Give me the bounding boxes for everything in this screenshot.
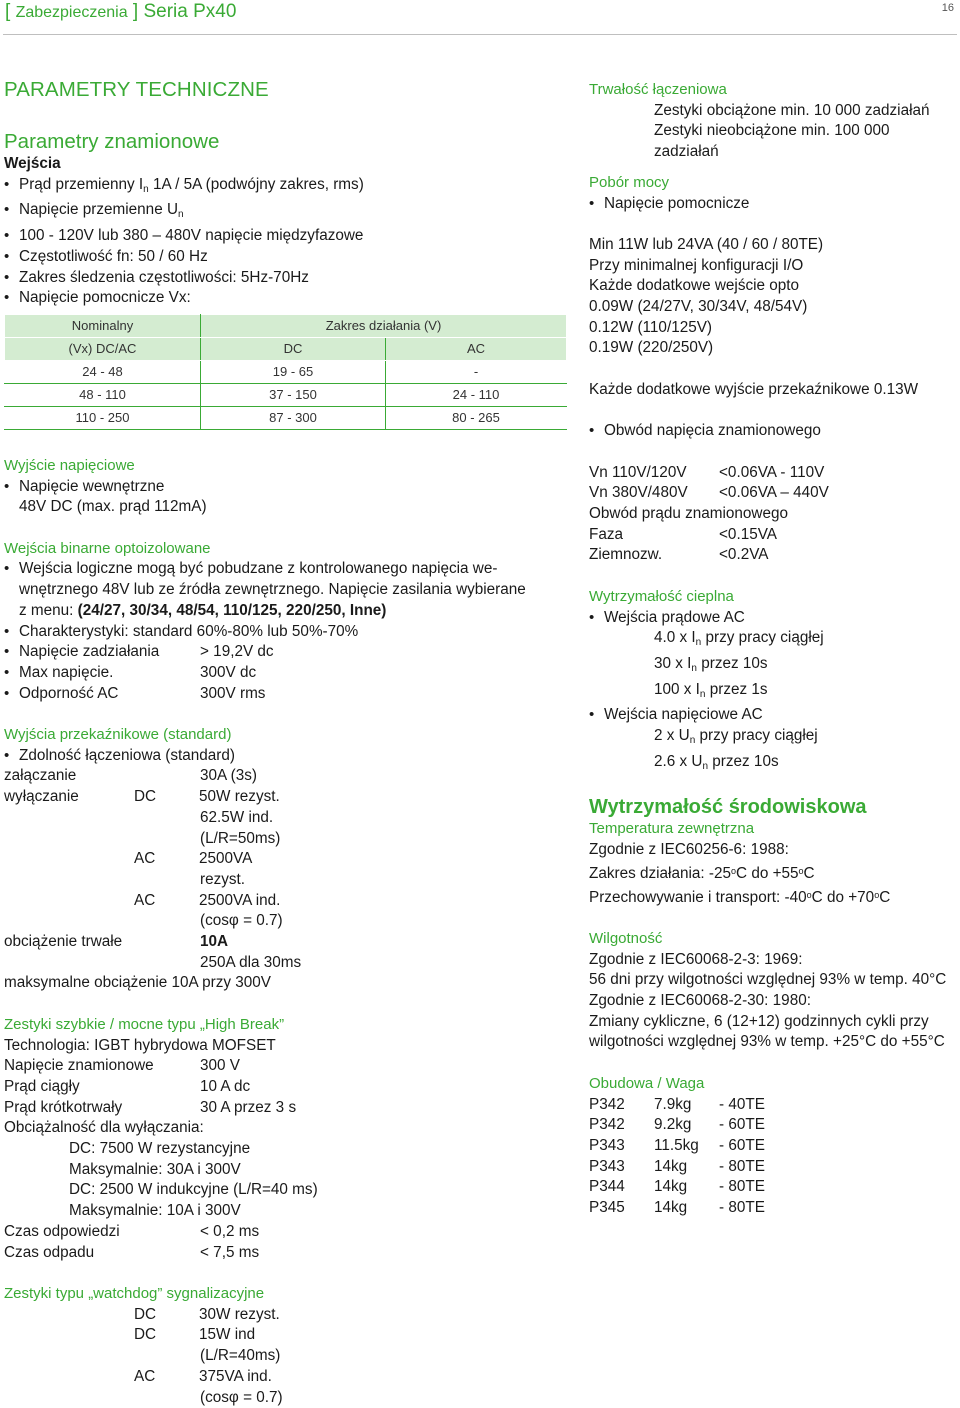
current-circuit: Obwód prądu znamionowego <box>589 504 959 525</box>
env-line: Zgodnie z IEC60068-2-3: 1969: <box>589 950 959 971</box>
inputs-heading: Wejścia <box>4 154 564 175</box>
watchdog-line: (cosφ = 0.7) <box>4 1388 564 1408</box>
rated-params-heading: Parametry znamionowe <box>4 130 564 154</box>
capacity-line: Maksymalnie: 30A i 300V <box>4 1160 564 1181</box>
relay-dc-line: 62.5W ind. <box>4 808 564 829</box>
left-column <box>4 78 564 1408</box>
relay-continuous-line: 250A dla 30ms <box>4 953 564 974</box>
list-item: • Zakres śledzenia częstotliwości: 5Hz-70Hz <box>4 268 564 289</box>
list-item: • Napięcie pomocnicze Vx: <box>4 288 564 309</box>
highbreak-capacity: Obciążalność dla wyłączania: <box>4 1118 564 1139</box>
power-line: Min 11W lub 24VA (40 / 60 / 80TE) <box>589 235 959 256</box>
list-item: • 100 - 120V lub 380 – 480V napięcie międzyfazowe <box>4 226 564 247</box>
relay-ac-line: (cosφ = 0.7) <box>4 911 564 932</box>
highbreak-tech: Technologia: IGBT hybrydowa MOFSET <box>4 1036 564 1057</box>
watchdog-heading: Zestyki typu „watchdog” sygnalizacyjne <box>4 1284 564 1305</box>
env-line: wilgotności względnej 93% w temp. +25°C do +55°C <box>589 1032 959 1053</box>
thermal-line: 30 x $I_n$ przez 10s <box>589 654 959 680</box>
table-row: P343 14kg - 80TE <box>589 1157 959 1178</box>
voltage-output-value: 48V DC (max. prąd 112mA) <box>4 497 564 518</box>
table-header-cell: AC <box>386 337 567 360</box>
bracket-open: [ <box>5 1 10 22</box>
endurance-line: Zestyki obciążone min. 10 000 zadziałań <box>589 101 959 122</box>
header-series: Seria Px40 <box>143 1 236 22</box>
kv-row: Napięcie znamionowe 300 V <box>4 1056 564 1077</box>
endurance-line: Zestyki nieobciążone min. 100 000 <box>589 121 959 142</box>
right-column <box>589 80 959 1219</box>
list-item: • Odporność AC 300V rms <box>4 684 564 705</box>
kv-row: Vn 110V/120V <0.06VA - 110V <box>589 463 959 484</box>
relay-break-dc: wyłączanie DC 50W rezyst. <box>4 787 564 808</box>
table-row: 110 - 250 87 - 300 80 - 265 <box>5 406 567 429</box>
table-row: P343 11.5kg - 60TE <box>589 1136 959 1157</box>
table-row: P345 14kg - 80TE <box>589 1198 959 1219</box>
voltage-output-heading: Wyjście napięciowe <box>4 456 564 477</box>
env-title: Wytrzymałość środowiskowa <box>589 795 959 819</box>
thermal-line: 100 x $I_n$ przez 1s <box>589 680 959 706</box>
kv-row: Czas odpadu < 7,5 ms <box>4 1243 564 1264</box>
kv-row: Ziemnozw. <0.2VA <box>589 545 959 566</box>
humidity-heading: Wilgotność <box>589 929 959 950</box>
capacity-line: DC: 2500 W indukcyjne (L/R=40 ms) <box>4 1180 564 1201</box>
watchdog-line: (L/R=40ms) <box>4 1346 564 1367</box>
env-line: Zgodnie z IEC60256-6: 1988: <box>589 840 959 861</box>
kv-row: Czas odpowiedzi < 0,2 ms <box>4 1222 564 1243</box>
list-item: • Napięcie przemienne $U_n$ <box>4 200 564 226</box>
power-line: Przy minimalnej konfiguracji I/O <box>589 256 959 277</box>
thermal-line: 2 x $U_n$ przy pracy ciągłej <box>589 726 959 752</box>
list-item: • Napięcie zadziałania > 19,2V dc <box>4 642 564 663</box>
env-line: Zakres działania: -25$^o$C do $+55^oC$ <box>589 861 959 885</box>
list-item: • Charakterystyki: standard 60%-80% lub 50%-70% <box>4 622 564 643</box>
binary-inputs-heading: Wejścia binarne optoizolowane <box>4 539 564 560</box>
case-heading: Obudowa / Waga <box>589 1074 959 1095</box>
relay-dc-line: (L/R=50ms) <box>4 829 564 850</box>
watchdog-ac1: AC 375VA ind. <box>4 1367 564 1388</box>
relay-outputs-heading: Wyjścia przekaźnikowe (standard) <box>4 725 564 746</box>
relay-continuous: obciążenie trwałe 10A <box>4 932 564 953</box>
table-header-cell: DC <box>201 337 386 360</box>
env-line: Przechowywanie i transport: -40$^o$C do $+70^oC$ <box>589 885 959 909</box>
power-line: 0.09W (24/27V, 30/34V, 48/54V) <box>589 297 959 318</box>
relay-ac-line: rezyst. <box>4 870 564 891</box>
relay-make: załączanie 30A (3s) <box>4 766 564 787</box>
inputs-list <box>4 175 564 309</box>
table-header-cell: Zakres działania (V) <box>201 314 567 337</box>
page-title: PARAMETRY TECHNICZNE <box>4 78 564 102</box>
power-heading: Pobór mocy <box>589 173 959 194</box>
relay-break-ac1: AC 2500VA <box>4 849 564 870</box>
relay-max-load: maksymalne obciążenie 10A przy 300V <box>4 973 564 994</box>
kv-row: Prąd krótkotrwały 30 A przez 3 s <box>4 1098 564 1119</box>
list-item: • Prąd przemienny $I_n$ 1A / 5A (podwójny zakres, rms) <box>4 175 564 201</box>
list-item: • Częstotliwość fn: 50 / 60 Hz <box>4 247 564 268</box>
endurance-heading: Trwałość łączeniowa <box>589 80 959 101</box>
table-row: P342 9.2kg - 60TE <box>589 1115 959 1136</box>
power-line: 0.19W (220/250V) <box>589 338 959 359</box>
power-relay-line: Każde dodatkowe wyjście przekaźnikowe 0.13W <box>589 380 959 401</box>
power-line: 0.12W (110/125V) <box>589 318 959 339</box>
endurance-line: zadziałań <box>589 142 959 163</box>
thermal-line: 2.6 x $U_n$ przez 10s <box>589 752 959 778</box>
table-row: P342 7.9kg - 40TE <box>589 1095 959 1116</box>
list-item: • Napięcie wewnętrzne <box>4 477 564 498</box>
list-item: • Max napięcie. 300V dc <box>4 663 564 684</box>
list-item: • Obwód napięcia znamionowego <box>589 421 959 442</box>
relay-break-ac2: AC 2500VA ind. <box>4 891 564 912</box>
list-item: • Napięcie pomocnicze <box>589 194 959 215</box>
bracket-close: ] <box>133 1 138 22</box>
table-row: 48 - 110 37 - 150 24 - 110 <box>5 383 567 406</box>
thermal-heading: Wytrzymałość cieplna <box>589 587 959 608</box>
kv-row: Vn 380V/480V <0.06VA – 440V <box>589 483 959 504</box>
highbreak-heading: Zestyki szybkie / mocne typu „High Break” <box>4 1015 564 1036</box>
aux-voltage-table <box>4 314 567 430</box>
list-item: • Wejścia prądowe AC <box>589 608 959 629</box>
header-section: Zabezpieczenia <box>16 4 128 21</box>
thermal-line: 4.0 x $I_n$ przy pracy ciągłej <box>589 628 959 654</box>
list-item: • Wejścia logiczne mogą być pobudzane z kontrolowanego napięcia we- wnętrznego 48V lub ze źródła zewnętrznego. Napięcie zasilania wybierane z menu: (24/27, 30/34, 48/54, 110/125, 220/250, Inne) <box>4 559 564 621</box>
running-header <box>5 0 236 25</box>
kv-row: Faza <0.15VA <box>589 525 959 546</box>
temp-heading: Temperatura zewnętrzna <box>589 819 959 840</box>
list-item: • Wejścia napięciowe AC <box>589 705 959 726</box>
header-rule <box>3 34 957 35</box>
table-row: 24 - 48 19 - 65 - <box>5 360 567 383</box>
table-row: P344 14kg - 80TE <box>589 1177 959 1198</box>
capacity-line: Maksymalnie: 10A i 300V <box>4 1201 564 1222</box>
table-header-cell: Nominalny <box>5 314 201 337</box>
power-line: Każde dodatkowe wejście opto <box>589 276 959 297</box>
page-number: 16 <box>942 2 954 14</box>
env-line: Zmiany cykliczne, 6 (12+12) godzinnych cykli przy <box>589 1012 959 1033</box>
env-line: Zgodnie z IEC60068-2-30: 1980: <box>589 991 959 1012</box>
list-item: • Zdolność łączeniowa (standard) <box>4 746 564 767</box>
env-line: 56 dni przy wilgotności względnej 93% w temp. 40°C <box>589 970 959 991</box>
watchdog-dc2: DC 15W ind <box>4 1325 564 1346</box>
table-header-cell: (Vx) DC/AC <box>5 337 201 360</box>
kv-row: Prąd ciągły 10 A dc <box>4 1077 564 1098</box>
capacity-line: DC: 7500 W rezystancyjne <box>4 1139 564 1160</box>
watchdog-dc1: DC 30W rezyst. <box>4 1305 564 1326</box>
